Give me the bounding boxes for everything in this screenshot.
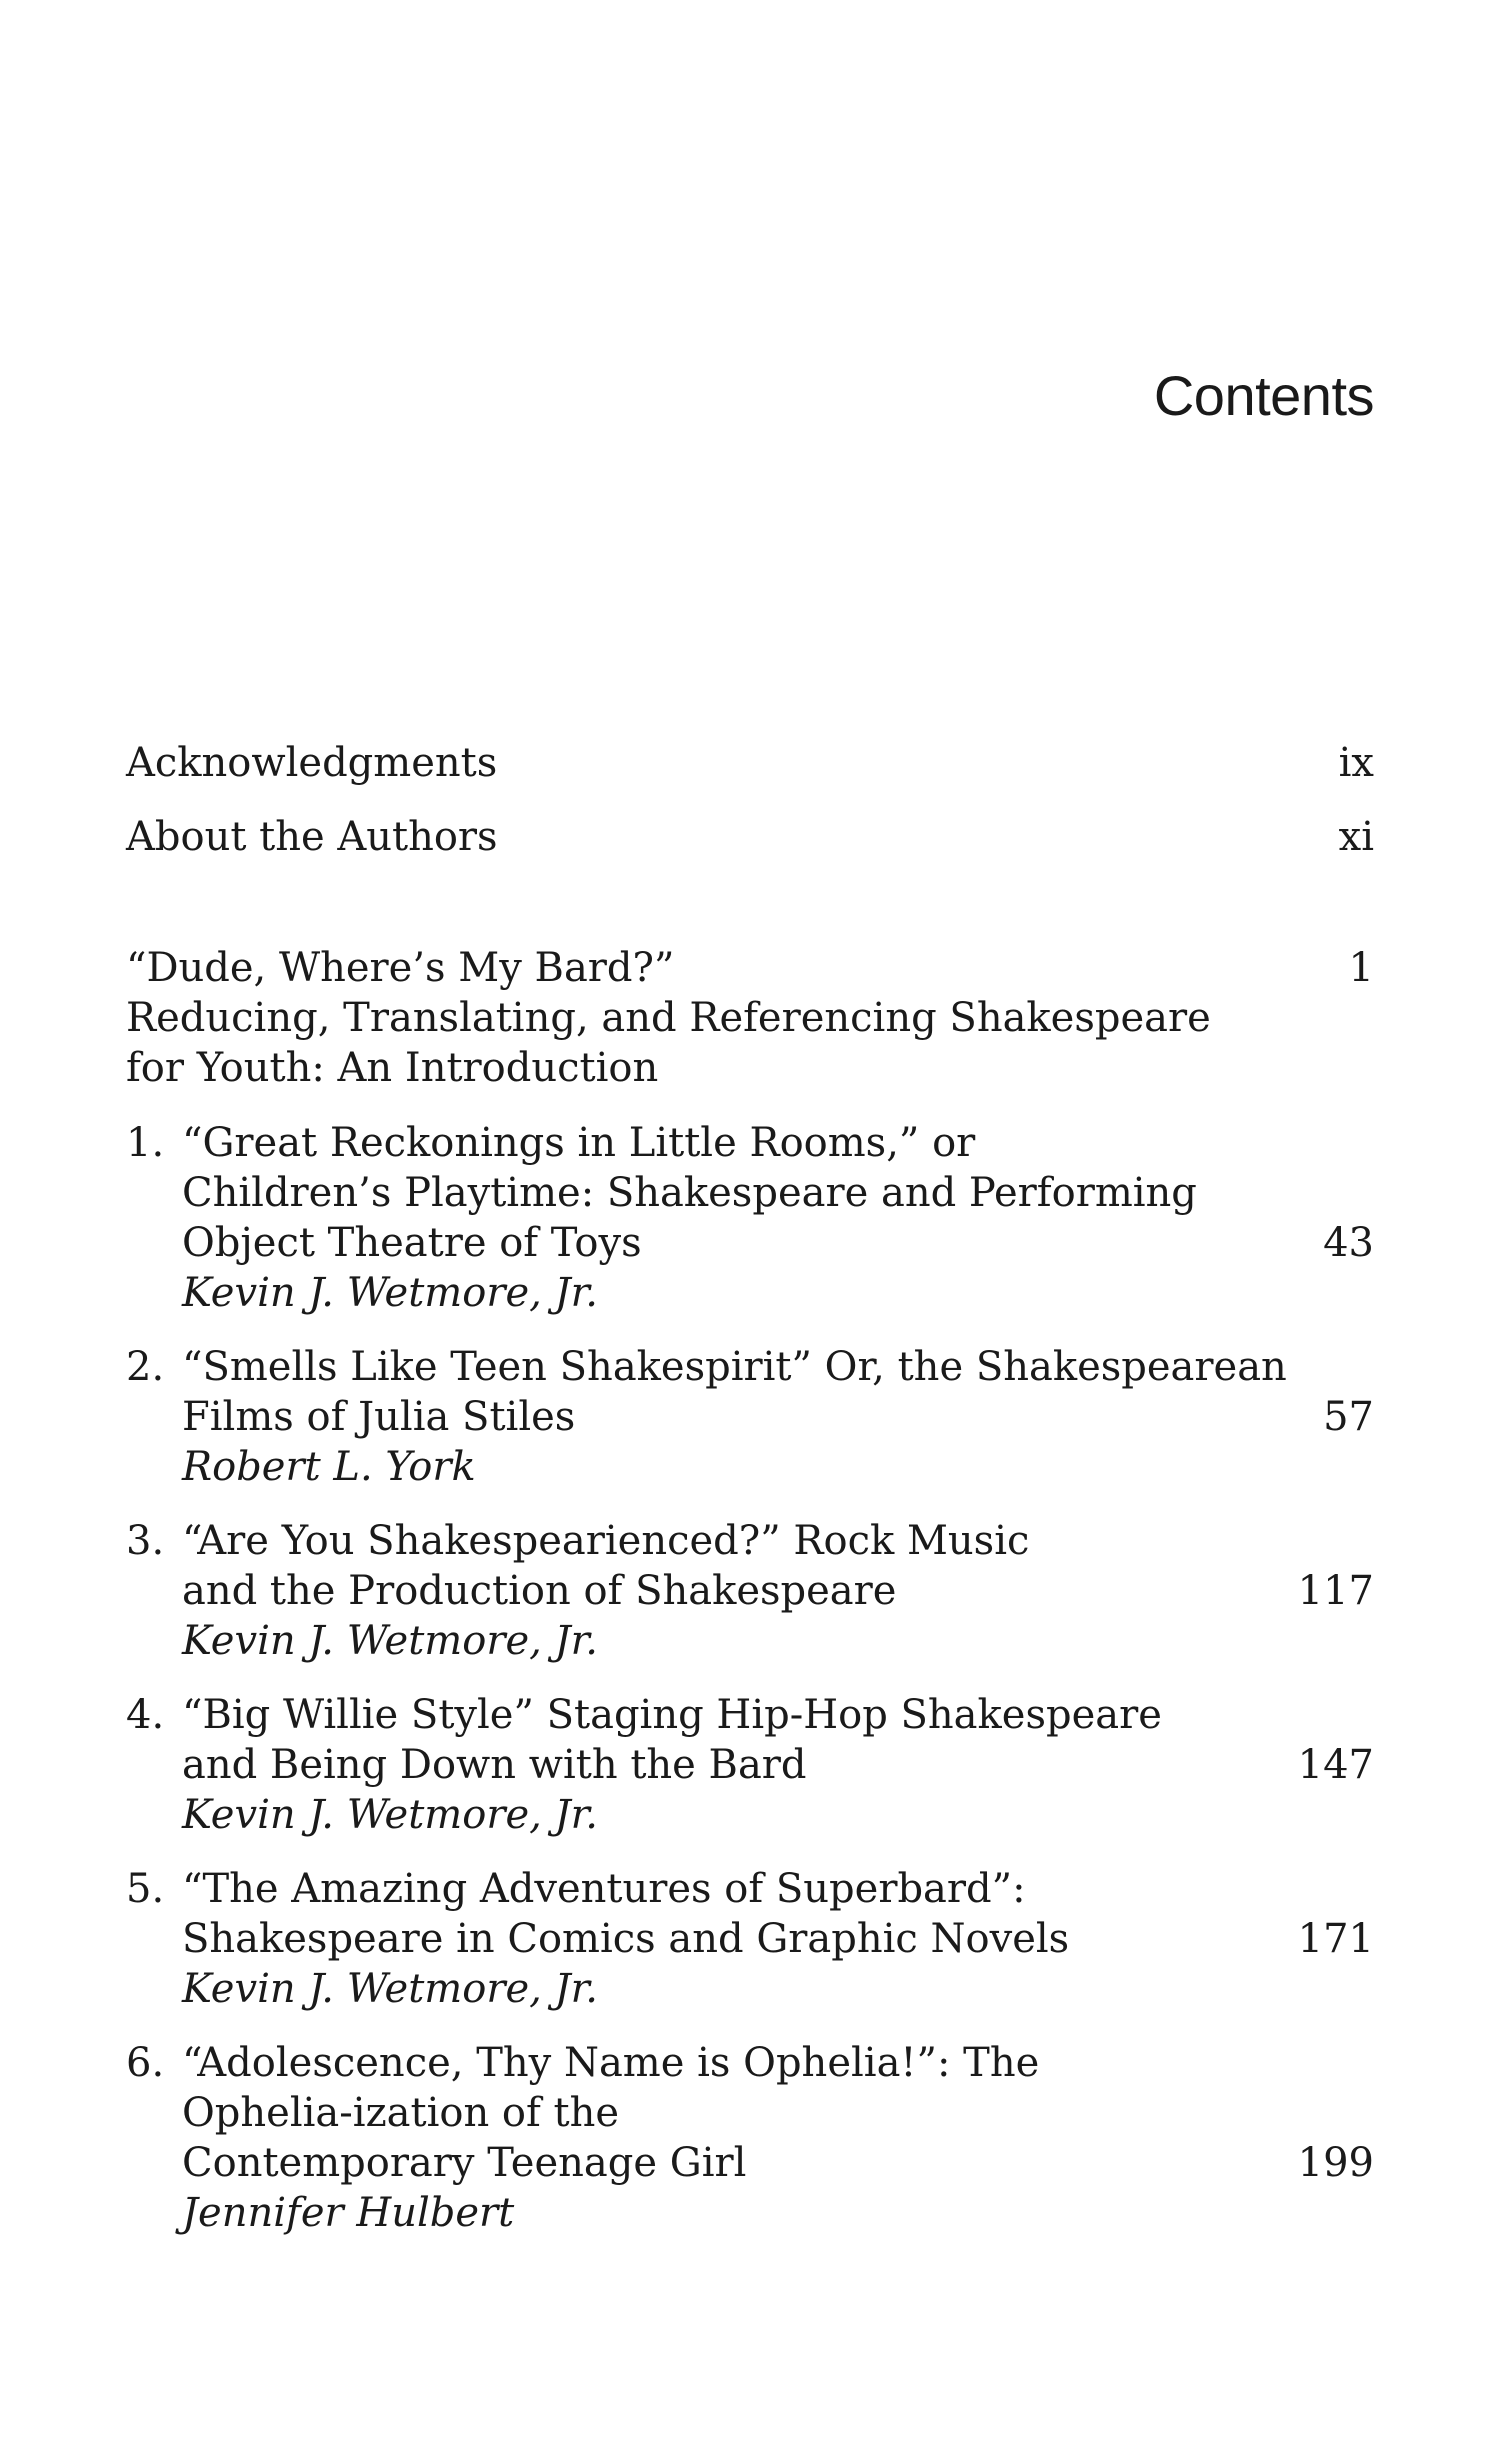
chapter-number: 4. — [126, 1692, 165, 1738]
entry-title-line: Children’s Playtime: Shakespeare and Performing — [182, 1170, 1197, 1216]
page-title: Contents — [1153, 364, 1374, 427]
entry-title — [182, 1864, 1232, 2014]
entry-title-line: and Being Down with the Bard — [182, 1742, 807, 1788]
entry-title — [182, 1690, 1232, 1840]
entry-page-number: 199 — [1297, 2140, 1374, 2186]
chapter-entry-5[interactable] — [126, 1864, 1374, 2014]
entry-title-line: Shakespeare in Comics and Graphic Novels — [182, 1916, 1070, 1962]
entry-title-line: “Dude, Where’s My Bard?” — [126, 945, 675, 991]
entry-page-number: 117 — [1297, 1568, 1374, 1614]
chapter-author: Kevin J. Wetmore, Jr. — [182, 1270, 599, 1316]
entry-title-line: Contemporary Teenage Girl — [182, 2140, 747, 2186]
entry-page-number: 147 — [1297, 1742, 1374, 1788]
entry-label: About the Authors — [126, 814, 498, 860]
front-matter-entry-about-authors[interactable] — [126, 812, 1374, 862]
entry-title-line: Films of Julia Stiles — [182, 1394, 576, 1440]
entry-title-line: “Are You Shakespearienced?” Rock Music — [182, 1518, 1030, 1564]
chapter-author: Kevin J. Wetmore, Jr. — [182, 1792, 599, 1838]
chapter-entry-6[interactable] — [126, 2038, 1374, 2238]
entry-title-line: “Great Reckonings in Little Rooms,” or — [182, 1120, 976, 1166]
entry-title-line: “The Amazing Adventures of Superbard”: — [182, 1866, 1026, 1912]
entry-title — [182, 1118, 1232, 1318]
chapter-number: 2. — [126, 1344, 165, 1390]
entry-label: Acknowledgments — [126, 740, 498, 786]
chapter-entry-1[interactable] — [126, 1118, 1374, 1318]
entry-title — [182, 2038, 1232, 2238]
front-matter-list — [126, 738, 1374, 886]
introduction-entry[interactable] — [126, 943, 1374, 1093]
entry-title-line: “Big Willie Style” Staging Hip-Hop Shakespeare — [182, 1692, 1162, 1738]
entry-title-line: Object Theatre of Toys — [182, 1220, 642, 1266]
entry-page-number: xi — [1338, 814, 1374, 860]
chapter-author: Kevin J. Wetmore, Jr. — [182, 1618, 599, 1664]
entry-title-line: “Adolescence, Thy Name is Ophelia!”: The — [182, 2040, 1040, 2086]
entry-title — [182, 1516, 1232, 1666]
chapter-number: 6. — [126, 2040, 165, 2086]
chapter-entry-3[interactable] — [126, 1516, 1374, 1666]
chapter-author: Jennifer Hulbert — [182, 2190, 515, 2236]
entry-title-line: Reducing, Translating, and Referencing Shakespeare — [126, 995, 1211, 1041]
entry-page-number: 1 — [1348, 945, 1374, 991]
entry-title-line: for Youth: An Introduction — [126, 1045, 659, 1091]
entry-page-number: 171 — [1297, 1916, 1374, 1962]
chapter-number: 1. — [126, 1120, 165, 1166]
entry-page-number: 43 — [1323, 1220, 1374, 1266]
chapter-list — [126, 1118, 1374, 2262]
entry-page-number: ix — [1338, 740, 1374, 786]
chapter-entry-2[interactable] — [126, 1342, 1374, 1492]
front-matter-entry-acknowledgments[interactable] — [126, 738, 1374, 788]
entry-title-line: Ophelia-ization of the — [182, 2090, 620, 2136]
entry-title — [126, 943, 1211, 1093]
entry-title — [182, 1342, 1287, 1492]
chapter-number: 3. — [126, 1518, 165, 1564]
entry-page-number: 57 — [1323, 1394, 1374, 1440]
chapter-author: Robert L. York — [182, 1444, 476, 1490]
entry-title-line: “Smells Like Teen Shakespirit” Or, the Shakespearean — [182, 1344, 1287, 1390]
chapter-entry-4[interactable] — [126, 1690, 1374, 1840]
chapter-number: 5. — [126, 1866, 165, 1912]
entry-title-line: and the Production of Shakespeare — [182, 1568, 897, 1614]
chapter-author: Kevin J. Wetmore, Jr. — [182, 1966, 599, 2012]
